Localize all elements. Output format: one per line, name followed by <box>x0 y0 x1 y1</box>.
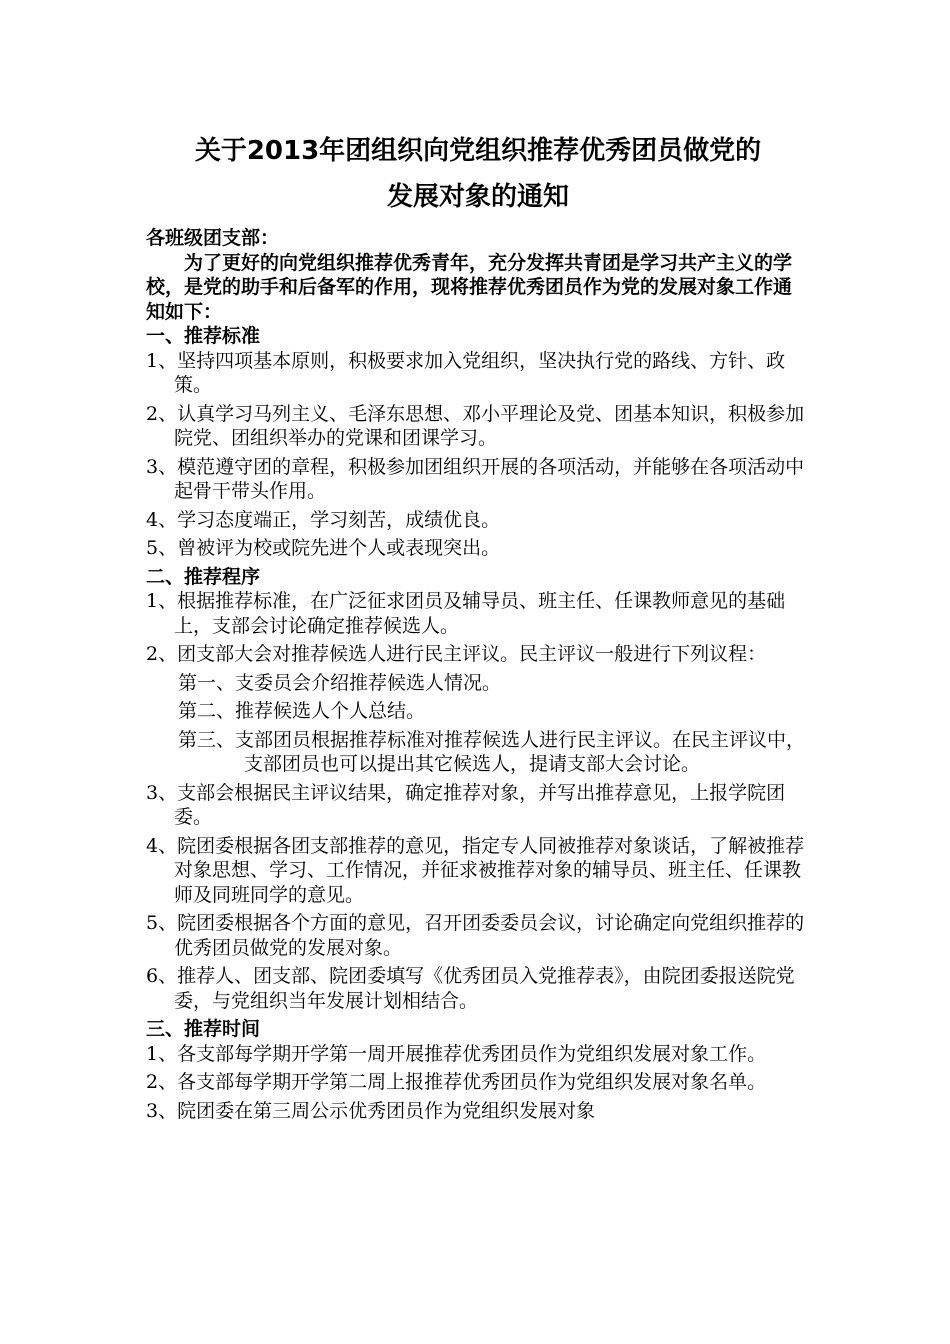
section-heading-standards: 一、推荐标准 <box>146 325 261 347</box>
list-item: 2、各支部每学期开学第二周上报推荐优秀团员作为党组织发展对象名单。 <box>146 1071 767 1093</box>
section-heading-procedure: 二、推荐程序 <box>146 565 261 588</box>
list-item: 3、院团委在第三周公示优秀团员作为党组织发展对象 <box>146 1099 596 1122</box>
list-item: 3、模范遵守团的章程，积极参加团组织开展的各项活动，并能够在各项活动中起骨干带头作用。 <box>146 455 805 502</box>
list-item: 6、推荐人、团支部、院团委填写《优秀团员入党推荐表》，由院团委报送院党委，与党组织当年发展计划相结合。 <box>146 965 795 1012</box>
list-item: 1、各支部每学期开学第一周开展推荐优秀团员作为党组织发展对象工作。 <box>146 1042 767 1065</box>
document-title-line1: 关于2013年团组织向党组织推荐优秀团员做党的 <box>194 136 762 166</box>
list-item: 1、坚持四项基本原则，积极要求加入党组织，坚决执行党的路线、方针、政策。 <box>146 349 786 396</box>
salutation: 各班级团支部： <box>146 227 280 249</box>
list-item: 4、学习态度端正，学习刻苦，成绩优良。 <box>146 508 501 531</box>
sub-list-item: 第三、支部团员根据推荐标准对推荐候选人进行民主评议。在民主评议中，支部团员也可以提出其它候选人，提请支部大会讨论。 <box>178 728 806 775</box>
sub-list-item: 第一、支委员会介绍推荐候选人情况。 <box>178 671 502 694</box>
section-heading-timing: 三、推荐时间 <box>146 1018 261 1040</box>
sub-list-item: 第二、推荐候选人个人总结。 <box>178 700 426 722</box>
list-item: 2、团支部大会对推荐候选人进行民主评议。民主评议一般进行下列议程： <box>146 643 767 665</box>
list-item: 3、支部会根据民主评议结果，确定推荐对象，并写出推荐意见，上报学院团委。 <box>146 781 786 828</box>
list-item: 2、认真学习马列主义、毛泽东思想、邓小平理论及党、团基本知识，积极参加院党、团组织举办的党课和团课学习。 <box>146 402 805 449</box>
list-item: 1、根据推荐标准，在广泛征求团员及辅导员、班主任、任课教师意见的基础上，支部会讨论确定推荐候选人。 <box>146 590 786 637</box>
document-title-line2: 发展对象的通知 <box>386 182 569 212</box>
intro-paragraph: 为了更好的向党组织推荐优秀青年，充分发挥共青团是学习共产主义的学校，是党的助手和后备军的作用，现将推荐优秀团员作为党的发展对象工作通知如下： <box>146 251 793 323</box>
list-item: 5、曾被评为校或院先进个人或表现突出。 <box>146 537 501 559</box>
list-item: 5、院团委根据各个方面的意见，召开团委委员会议，讨论确定向党组织推荐的优秀团员做党的发展对象。 <box>146 912 805 959</box>
document-page <box>146 128 810 1127</box>
list-item: 4、院团委根据各团支部推荐的意见，指定专人同被推荐对象谈话，了解被推荐对象思想、学习、工作情况，并征求被推荐对象的辅导员、班主任、任课教师及同班同学的意见。 <box>146 834 805 906</box>
